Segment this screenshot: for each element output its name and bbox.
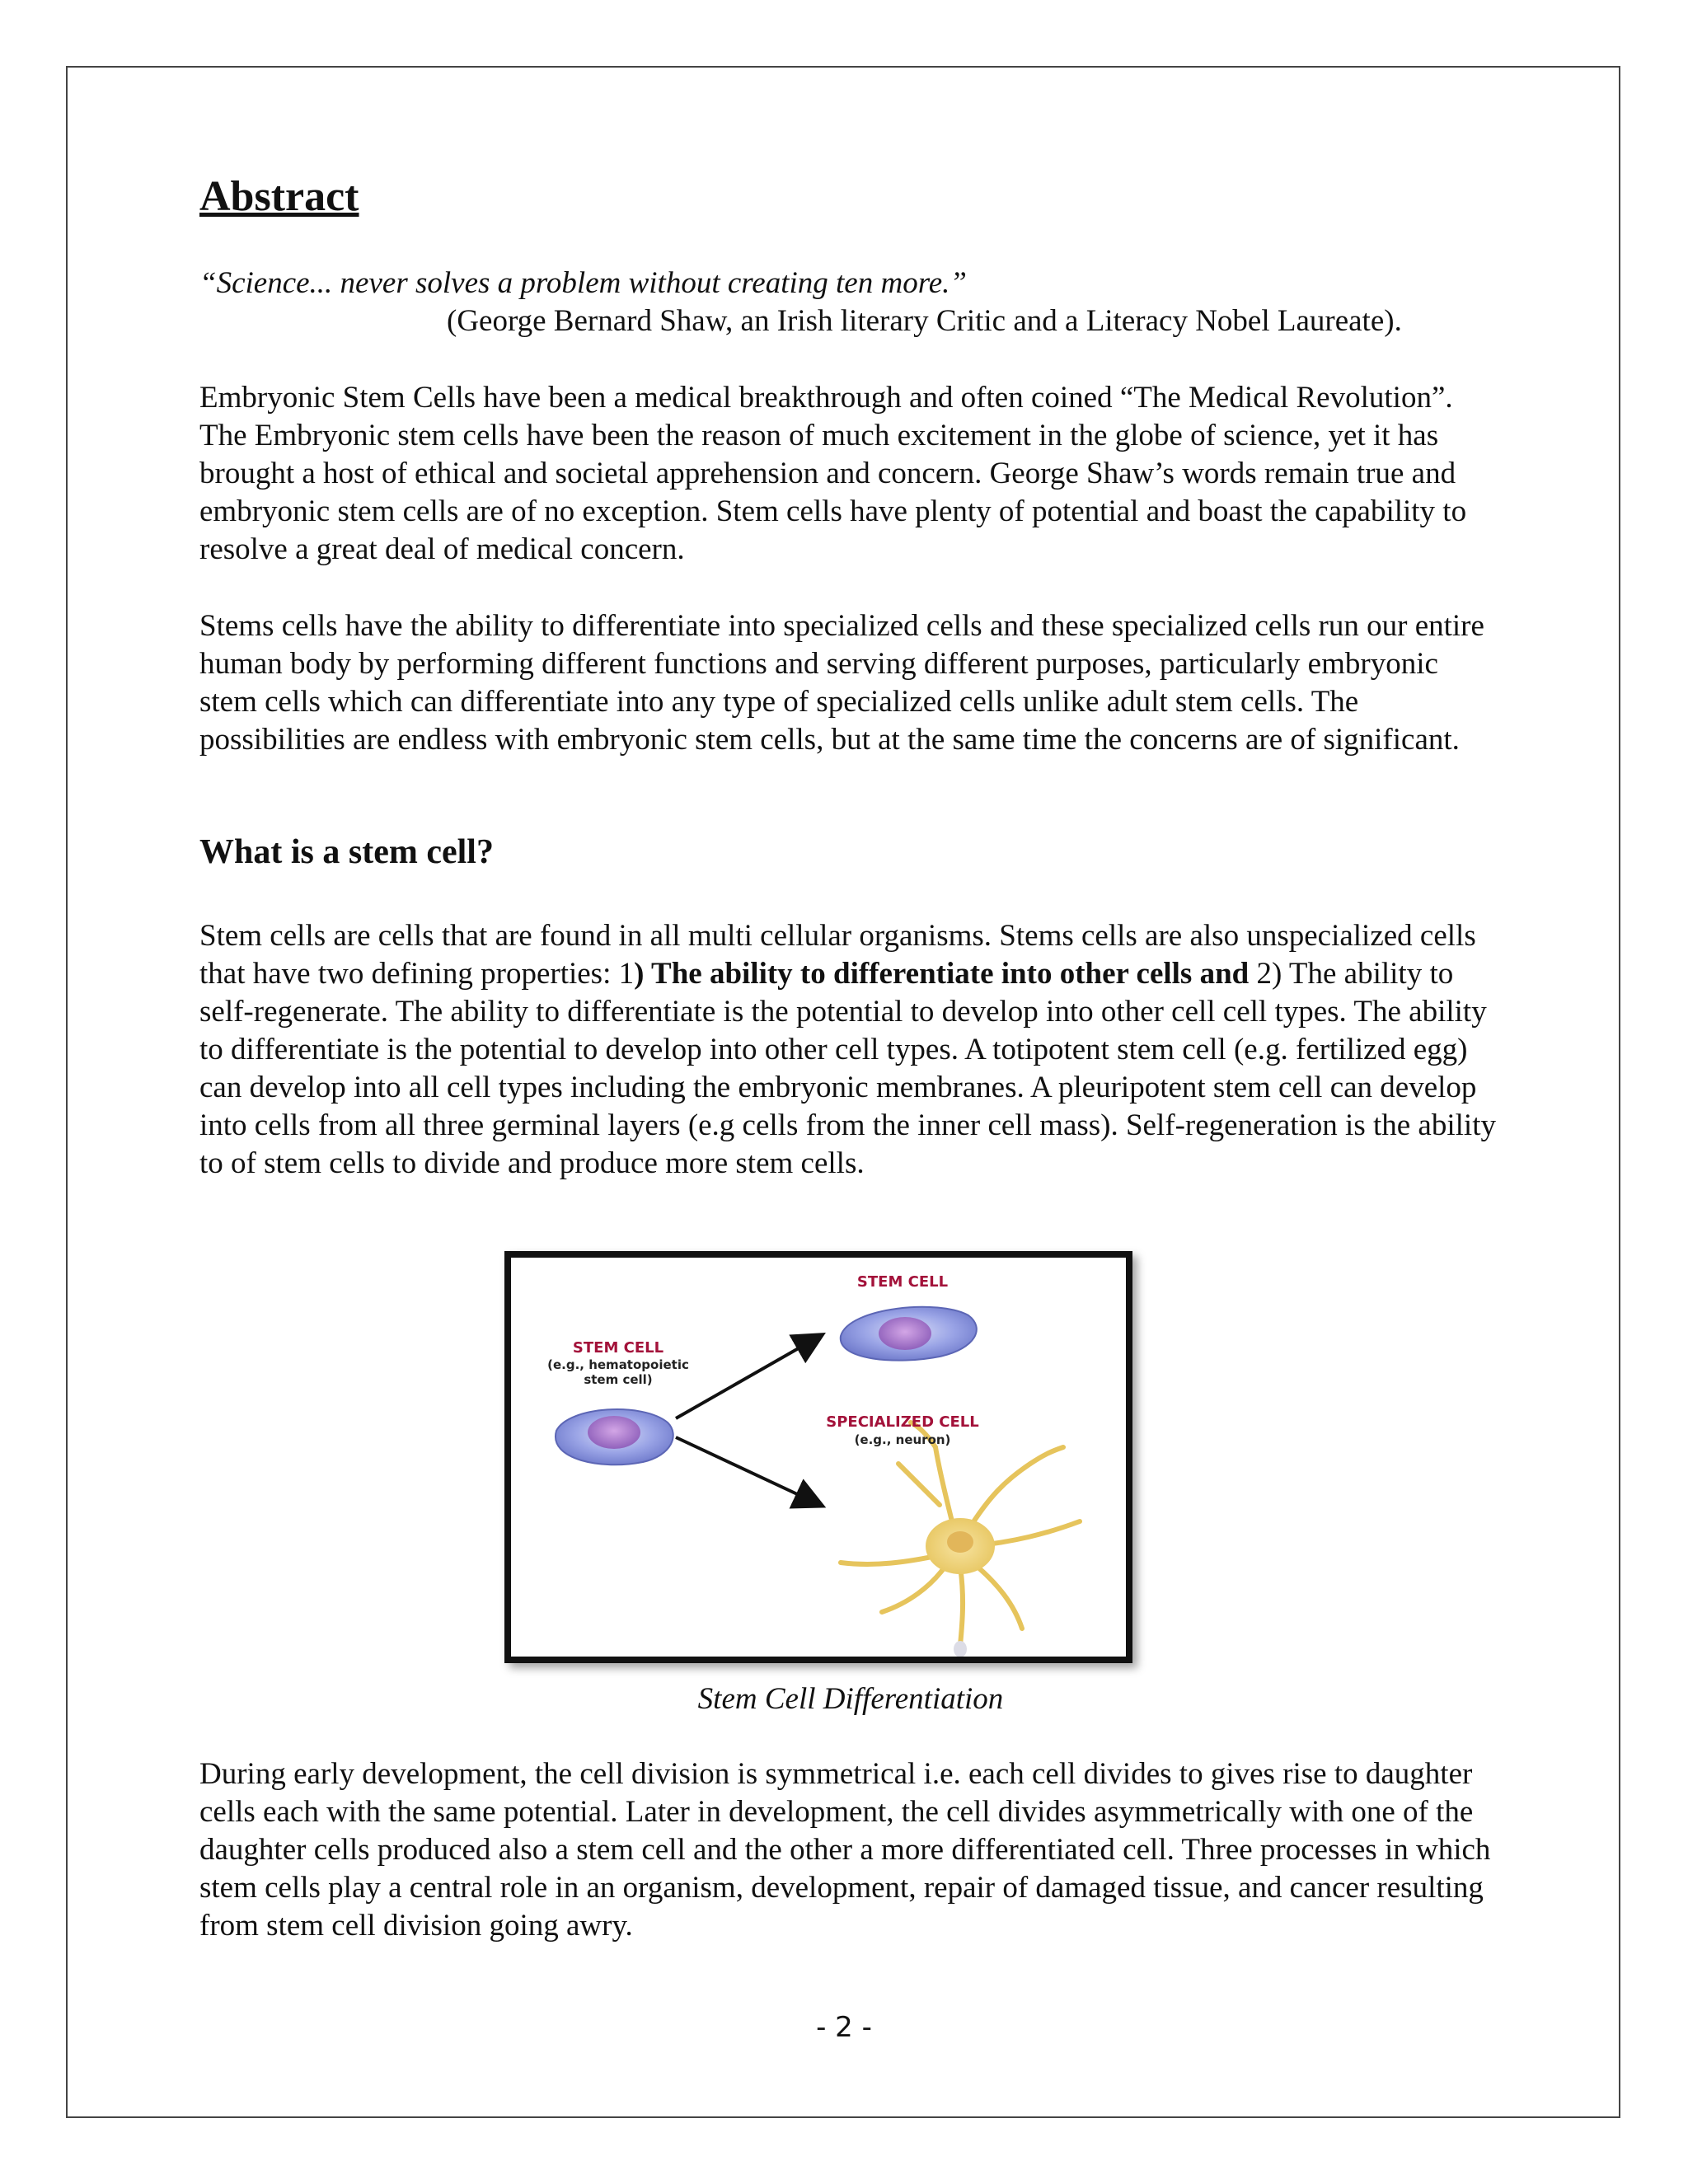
page-number: - 2 - bbox=[816, 2011, 872, 2044]
quote-attribution: (George Bernard Shaw, an Irish literary Critic and a Literacy Nobel Laureate). bbox=[447, 304, 1402, 338]
label-left-sub2: stem cell) bbox=[584, 1372, 653, 1387]
figure-illustration bbox=[511, 1258, 1126, 1657]
label-specialized-cell: SPECIALIZED CELL bbox=[826, 1413, 979, 1431]
abstract-paragraph-1: Embryonic Stem Cells have been a medical breakthrough and often coined “The Medical Revolution”. The Embryonic stem cells have been the reason of much excitement in the globe of science, yet it has brought a host of ethical and societal apprehension and concern. George Shaw’s words remain true and embryonic stem cells are of no exception. Stem cells have plenty of potential and boast the capability to resolve a great deal of medical concern. bbox=[199, 381, 1467, 566]
shaw-quote: “Science... never solves a problem without creating ten more.” bbox=[199, 266, 967, 300]
paragraph-bold-text: ) The ability to differentiate into other cells and bbox=[634, 957, 1250, 991]
figure-caption: Stem Cell Differentiation bbox=[697, 1682, 1004, 1716]
label-left-stem-cell: STEM CELL bbox=[572, 1339, 664, 1357]
label-left-sub1: (e.g., hematopoietic bbox=[547, 1357, 689, 1372]
abstract-heading: Abstract bbox=[199, 173, 359, 220]
label-top-stem-cell: STEM CELL bbox=[856, 1273, 949, 1291]
axon-terminal bbox=[954, 1641, 967, 1657]
stem-cell-paragraph bbox=[199, 917, 1502, 1183]
top-stem-cell bbox=[841, 1307, 977, 1361]
document-content bbox=[199, 173, 1502, 1943]
paragraph-text-part-1: Stem cells are cells that are found in all multi cellular organisms. Stems cells are also unspecialized cells that have two defining properties: 1 bbox=[199, 919, 1476, 991]
stem-cell-differentiation-figure bbox=[504, 1251, 1132, 1663]
paragraph-text-part-2: 2) The ability to self-regenerate. The ability to differentiate is the potential to develop into other cell cell types. The ability to differentiate is the potential to develop into other cell types. A totipotent stem cell (e.g. fertilized egg) can develop into all cell types including the embryonic membranes. A pleuripotent stem cell can develop into cells from all three germinal layers (e.g cells from the inner cell mass). Self-regeneration is the ability to of stem cells to divide and produce more stem cells. bbox=[199, 957, 1496, 1180]
abstract-paragraph-2: Stems cells have the ability to differentiate into specialized cells and these specialized cells run our entire human body by performing different functions and serving different purposes, particularly embryonic stem cells which can differentiate into any type of specialized cells unlike adult stem cells. The possibilities are endless with embryonic stem cells, but at the same time the concerns are of significant. bbox=[199, 609, 1484, 757]
section-heading: What is a stem cell? bbox=[199, 833, 494, 871]
arrow-to-specialized-cell bbox=[676, 1437, 820, 1505]
neuron-nucleus bbox=[947, 1531, 973, 1553]
left-stem-cell bbox=[556, 1409, 673, 1465]
arrow-to-stem-cell bbox=[676, 1336, 820, 1418]
development-paragraph: During early development, the cell division is symmetrical i.e. each cell divides to gives rise to daughter cells each with the same potential. Later in development, the cell divides asymmetrically with one of the daughter cells produced also a stem cell and the other a more differentiated cell. Three processes in which stem cells play a central role in an organism, development, repair of damaged tissue, and cancer resulting from stem cell division going awry. bbox=[199, 1757, 1491, 1943]
label-specialized-sub: (e.g., neuron) bbox=[854, 1432, 951, 1447]
